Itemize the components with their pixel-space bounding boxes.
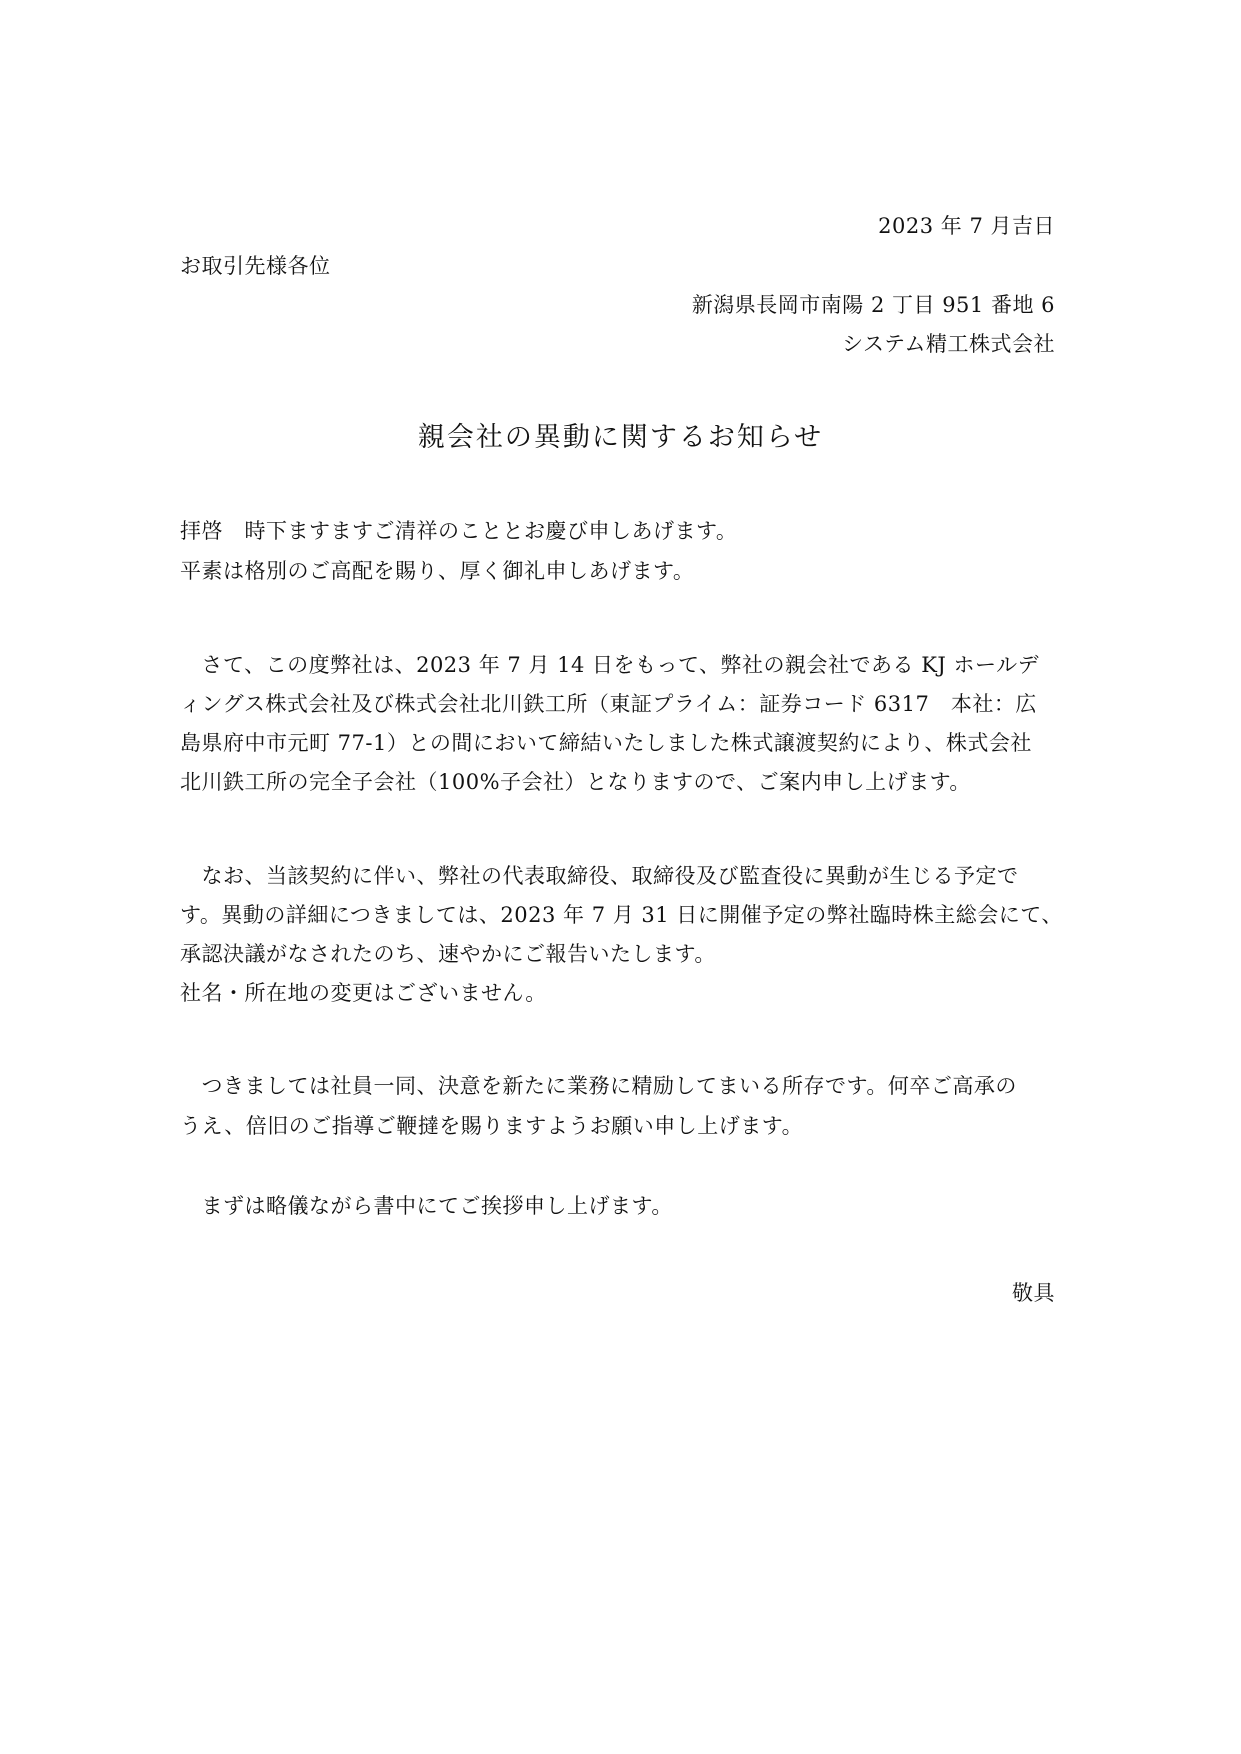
letter-title: 親会社の異動に関するお知らせ (417, 422, 824, 453)
paragraph-3-line: うえ、倍旧のご指導ご鞭撻を賜りますようお願い申し上げます。 (180, 1114, 804, 1138)
sender-address: 新潟県長岡市南陽 2 丁目 951 番地 6 (691, 293, 1055, 317)
greeting-line: 平素は格別のご高配を賜り、厚く御礼申しあげます。 (180, 559, 695, 583)
paragraph-1-line: ィングス株式会社及び株式会社北川鉄工所（東証プライム：証券コード 6317 本社：広 (180, 692, 1037, 716)
paragraph-2-line: 承認決議がなされたのち、速やかにご報告いたします。 (180, 942, 716, 966)
paragraph-2-line: なお、当該契約に伴い、弊社の代表取締役、取締役及び監査役に異動が生じる予定で (180, 864, 1019, 888)
paragraph-1-line: さて、この度弊社は、2023 年 7 月 14 日をもって、弊社の親会社である KJ ホールデ (180, 653, 1040, 677)
sender-company: システム精工株式会社 (842, 332, 1055, 356)
paragraph-2-line: す。異動の詳細につきましては、2023 年 7 月 31 日に開催予定の弊社臨時株主総会にて、 (180, 903, 1063, 927)
paragraph-2-line: 社名・所在地の変更はございません。 (180, 981, 547, 1005)
closing-line: まずは略儀ながら書中にてご挨拶申し上げます。 (180, 1194, 673, 1218)
paragraph-1-line: 島県府中市元町 77-1）との間において締結いたしました株式譲渡契約により、株式会社 (180, 731, 1032, 755)
paragraph-1-line: 北川鉄工所の完全子会社（100%子会社）となりますので、ご案内申し上げます。 (180, 770, 971, 794)
sign-off: 敬具 (1012, 1281, 1055, 1305)
recipient: お取引先様各位 (180, 254, 331, 278)
letter-date: 2023 年 7 月吉日 (878, 214, 1055, 238)
greeting-line: 拝啓 時下ますますご清祥のこととお慶び申しあげます。 (180, 519, 738, 543)
paragraph-3-line: つきましては社員一同、決意を新たに業務に精励してまいる所存です。何卒ご高承の (180, 1074, 1017, 1098)
